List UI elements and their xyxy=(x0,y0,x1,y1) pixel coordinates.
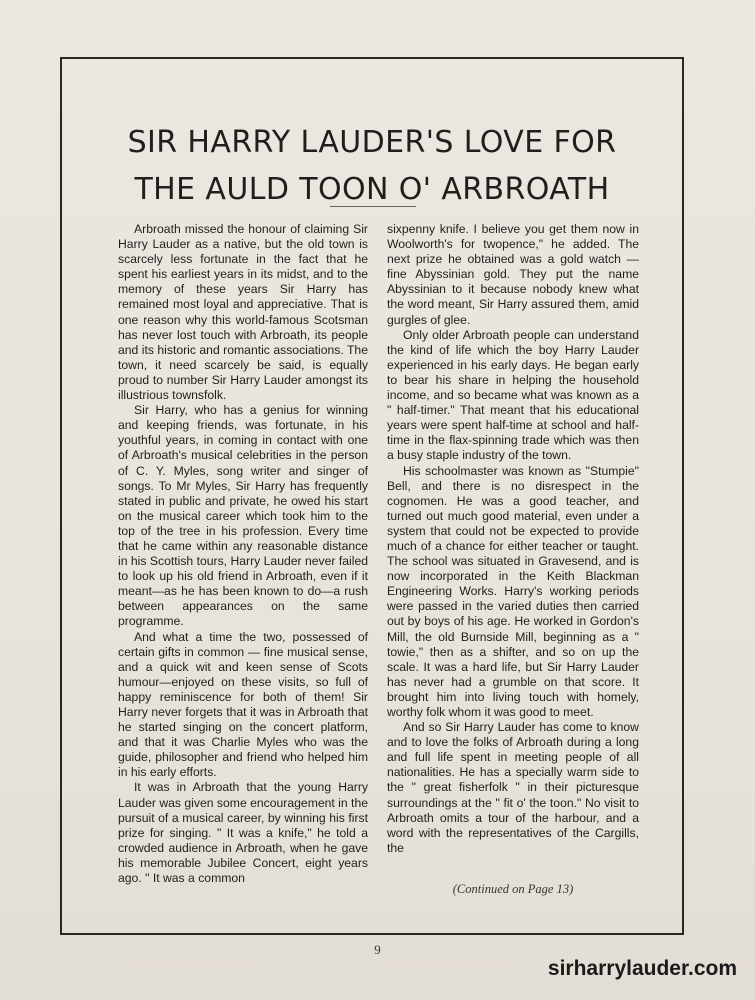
paragraph-continuation: sixpenny knife. I believe you get them now in Woolworth's for twopence," he added. The next prize he obtained was a gold watch —fine Abyssinian gold. They put the name Abyssinian to it because nobody knew what the word meant, Sir Harry assured them, amid gurgles of glee. xyxy=(387,222,639,327)
title-line-1: SIR HARRY LAUDER'S LOVE FOR xyxy=(127,125,617,161)
right-column xyxy=(387,222,639,856)
page-number: 9 xyxy=(374,942,381,957)
article-title xyxy=(62,119,682,213)
continued-note: (Continued on Page 13) xyxy=(452,882,574,896)
paragraph: It was in Arbroath that the young Harry Lauder was given some encouragement in the pursuit of a musical career, by winning his first prize for singing. " It was a knife," he told a crowded audience in Arbroath, when he gave his memorable Jubilee Concert, eight years ago. " It was a common xyxy=(118,780,368,886)
title-divider xyxy=(330,206,416,207)
title-line-2: THE AULD TOON O' ARBROATH xyxy=(134,172,610,208)
paragraph: Arbroath missed the honour of claiming Sir Harry Lauder as a native, but the old town is scarcely less fortunate in the fact that he spent his earliest years in its midst, and to the memory of these years Sir Harry has remained most loyal and appreciative. That is one reason why this world-famous Scotsman has never lost touch with Arbroath, its people and its historic and romantic associations. The town, it need scarcely be said, is equally proud to number Sir Harry Lauder amongst its illustrious townsfolk. xyxy=(118,222,368,403)
left-column xyxy=(118,222,368,886)
paragraph: Only older Arbroath people can understand the kind of life which the boy Harry Lauder experienced in his early days. He began early to bear his share in helping the household income, and so became what was known as a " half-timer." That meant that his educational years were spent half-time at school and half-time in the flax-spinning trade which was then a busy staple industry of the town. xyxy=(387,327,639,463)
site-watermark: sirharrylauder.com xyxy=(547,957,737,980)
paragraph: Sir Harry, who has a genius for winning and keeping friends, was fortunate, in his youthful years, in coming in contact with one of Arbroath's musical celebrities in the person of C. Y. Myles, song writer and singer of songs. To Mr Myles, Sir Harry has frequently stated in public and private, he owed his start on the musical career which took him to the top of the tree in his profession. Every time that he came within any reasonable distance in his Scottish tours, Harry Lauder never failed to look up his old friend in Arbroath, even if it meant—as he has been known to do—a rush between appearances on the same programme. xyxy=(118,403,368,629)
paragraph: And so Sir Harry Lauder has come to know and to love the folks of Arbroath during a long and full life spent in meeting people of all nationalities. He has a specially warm side to the " great fisherfolk " in their picturesque surroundings at the " fit o' the toon." No visit to Arbroath omits a tour of the harbour, and a word with the representatives of the Cargills, the xyxy=(387,720,639,855)
paragraph: His schoolmaster was known as "Stumpie" Bell, and there is no disrespect in the cognomen. He was a good teacher, and turned out much good material, even under a system that could not be expected to provide much of a chance for either teacher or taught. The school was situated in Gravesend, and is now incorporated in the Keith Blackman Engineering Works. Harry's working periods were passed in the varied duties then carried out by boys of his age. He worked in Gordon's Mill, the old Burnside Mill, beginning as a " towie," then as a shifter, and so on up the scale. It was a hard life, but Sir Harry Lauder has never had a grumble on that score. It brought him into living touch with homely, worthy folk whom it was good to meet. xyxy=(387,463,639,719)
article-frame xyxy=(60,57,684,935)
paragraph: And what a time the two, possessed of certain gifts in common — fine musical sense, and a quick wit and keen sense of Scots humour—enjoyed on these visits, so full of happy reminiscence for both of them! Sir Harry never forgets that it was in Arbroath that he started singing on the concert platform, and that it was Charlie Myles who was the guide, philosopher and friend who helped him in his early efforts. xyxy=(118,629,368,780)
